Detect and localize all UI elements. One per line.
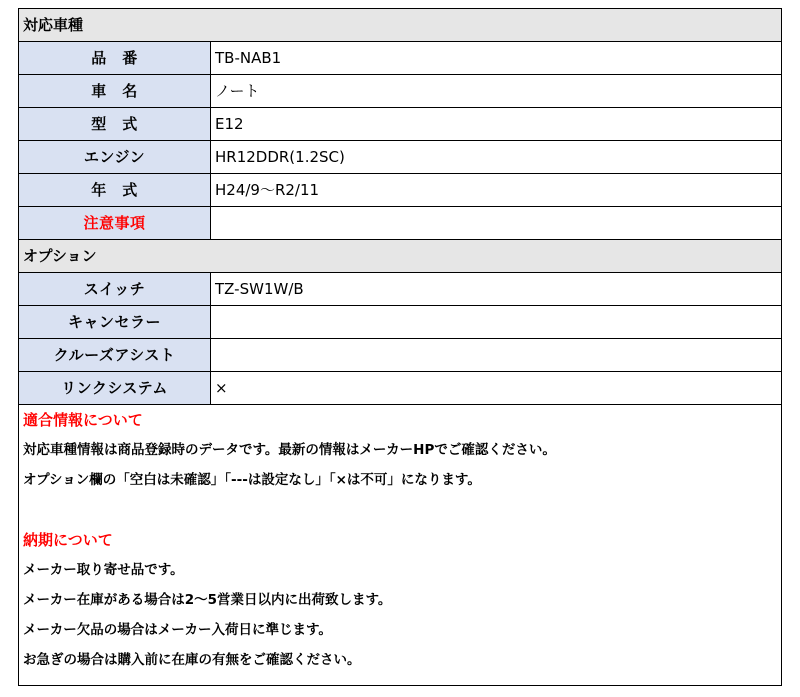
row-value: HR12DDR(1.2SC) [215,148,345,166]
table-row-part-number [19,42,781,75]
section-header-options: オプション [19,240,781,273]
delivery-info-line: メーカー在庫がある場合は2～5営業日以内に出荷致します。 [23,592,392,608]
row-label: エンジン [19,141,211,173]
fitment-info-line: オプション欄の「空白は未確認」「---は設定なし」「×は不可」になります。 [23,472,481,488]
fitment-table [18,8,782,686]
row-value: TZ-SW1W/B [215,280,304,298]
delivery-info-heading: 納期について [23,531,113,549]
table-row-link-system [19,372,781,405]
row-value: E12 [215,115,244,133]
table-row-switch [19,273,781,306]
info-notes [19,405,781,675]
row-value: H24/9～R2/11 [215,181,320,199]
table-row-canceller [19,306,781,339]
row-label: キャンセラー [19,306,211,338]
delivery-info-line: メーカー取り寄せ品です。 [23,562,184,578]
fitment-info-line: 対応車種情報は商品登録時のデータです。最新の情報はメーカーHPでご確認ください。 [23,442,556,458]
delivery-info-line: お急ぎの場合は購入前に在庫の有無をご確認ください。 [23,652,361,668]
row-value: × [215,379,228,397]
row-label: 品 番 [19,42,211,74]
table-row-engine [19,141,781,174]
row-value: ノート [215,82,260,100]
row-label: クルーズアシスト [19,339,211,371]
row-label: リンクシステム [19,372,211,404]
table-row-notes [19,207,781,240]
row-label: 年 式 [19,174,211,206]
table-row-cruise-assist [19,339,781,372]
section-header-vehicle: 対応車種 [19,9,781,42]
table-row-model-year [19,174,781,207]
row-label: スイッチ [19,273,211,305]
row-value [211,339,781,371]
row-label-caution: 注意事項 [19,207,211,239]
row-value [211,207,781,239]
row-value [211,306,781,338]
spacer [19,495,781,525]
row-label: 型 式 [19,108,211,140]
delivery-info-line: メーカー欠品の場合はメーカー入荷日に準じます。 [23,622,332,638]
table-row-model-code [19,108,781,141]
table-row-vehicle-name [19,75,781,108]
row-value: TB-NAB1 [215,49,282,67]
row-label: 車 名 [19,75,211,107]
fitment-info-heading: 適合情報について [23,411,143,429]
